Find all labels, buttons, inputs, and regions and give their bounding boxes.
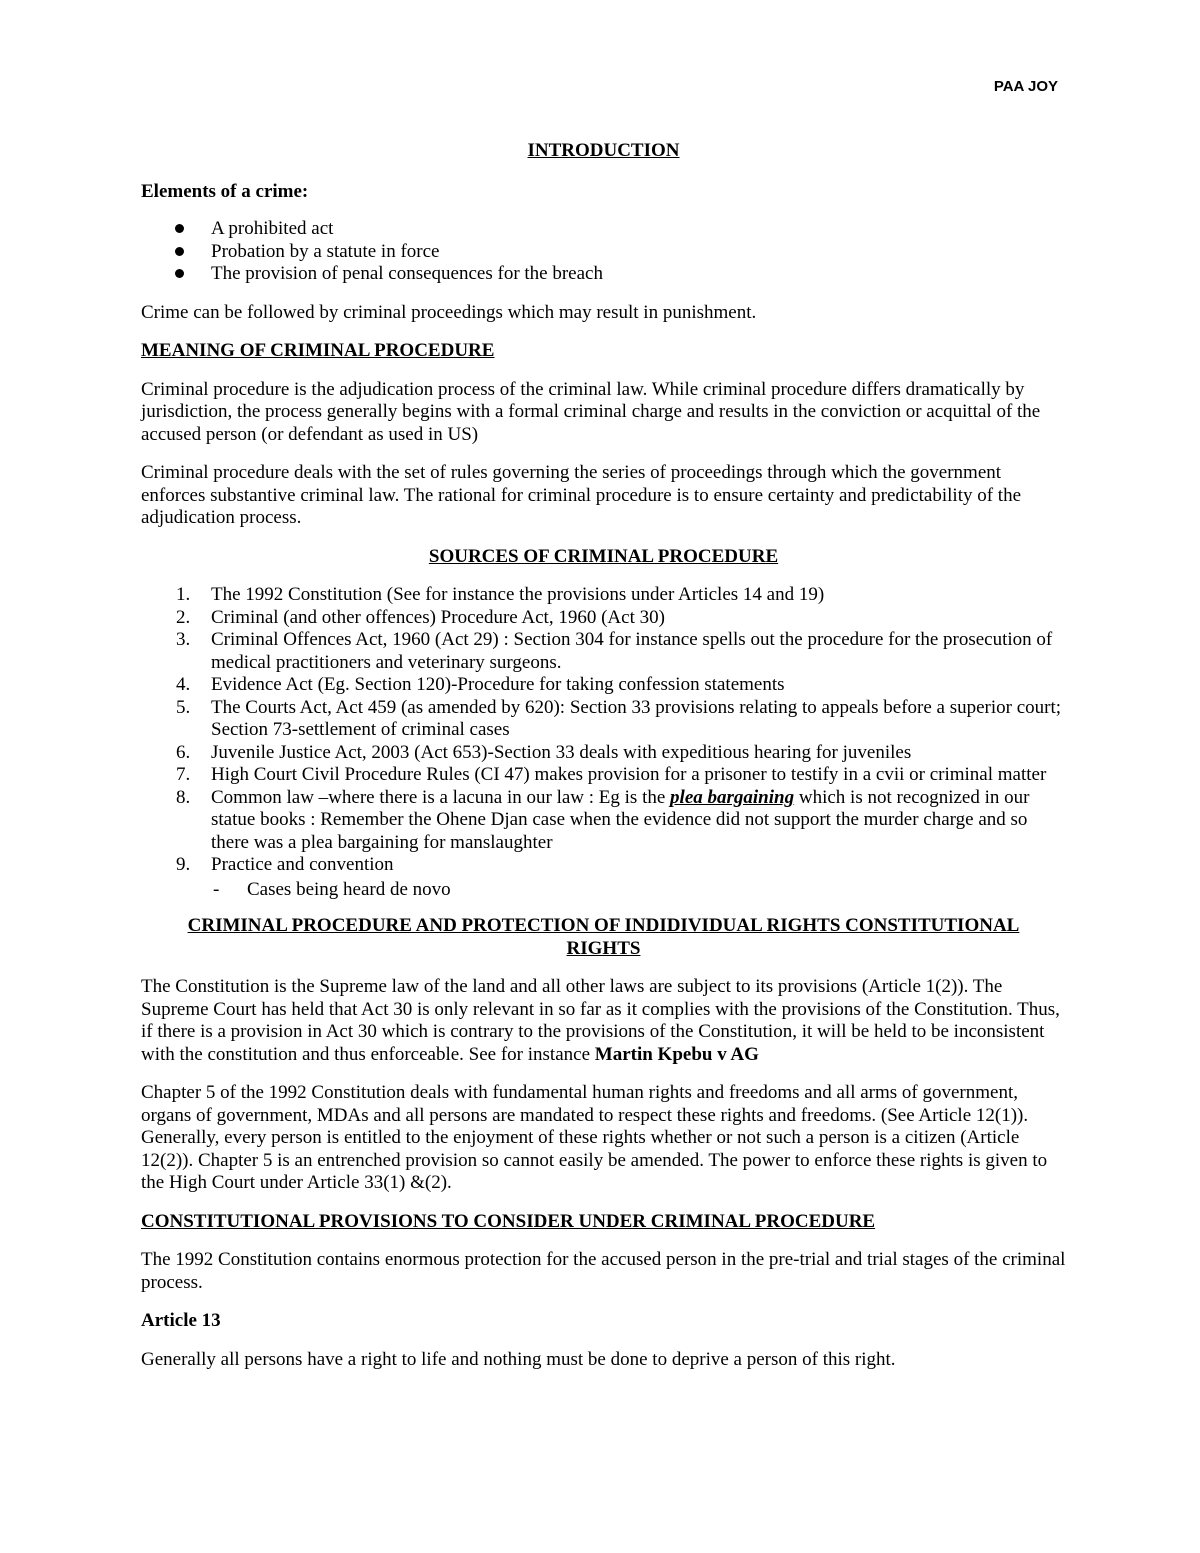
list-item-text: Evidence Act (Eg. Section 120)-Procedure for taking confession statements [211, 674, 785, 695]
rights-heading: CRIMINAL PROCEDURE AND PROTECTION OF INDIDIVIDUAL RIGHTS CONSTITUTIONAL RIGHTS [187, 915, 1020, 959]
list-item-text: The Courts Act, Act 459 (as amended by 620): Section 33 provisions relating to appeals before a superior court; Section 73-settlement of criminal cases [211, 696, 1062, 740]
list-item [141, 764, 1066, 787]
list-item-text: Practice and convention [211, 854, 394, 875]
list-number: 7. [176, 764, 191, 785]
list-item-text: High Court Civil Procedure Rules (CI 47) makes provision for a prisoner to testify in a cvii or criminal matter [211, 764, 1047, 785]
dash-marker: - [213, 878, 220, 900]
article-text: Generally all persons have a right to life and nothing must be done to deprive a person of this right. [141, 1348, 896, 1370]
list-item-text: Common law –where there is a lacuna in our law : Eg is the [211, 786, 671, 808]
list-number: 5. [176, 696, 191, 718]
meaning-paragraph-2: Criminal procedure deals with the set of rules governing the series of proceedings through which the government enforces substantive criminal law. The rational for criminal procedure is to ensure certainty and predictability of the adjudication process. [141, 462, 1022, 528]
list-number: 8. [176, 786, 191, 808]
list-item [141, 787, 1066, 855]
list-number: 2. [176, 606, 191, 628]
list-item-text: A prohibited act [211, 218, 334, 239]
bullet-icon [175, 224, 184, 233]
rights-paragraph-1-text: The Constitution is the Supreme law of the land and all other laws are subject to its provisions (Article 1(2)). The Supreme Court has held that Act 30 is only relevant in so far as it complies with the provisions of the Constitution. Thus, if there is a provision in Act 30 which is contrary to the provisions of the Constitution, it will be held to be inconsistent with the constitution and thus enforceable. See for instance [141, 976, 1060, 1065]
list-number: 1. [176, 584, 191, 605]
list-item-text: Juvenile Justice Act, 2003 (Act 653)-Section 33 deals with expeditious hearing for juveniles [211, 741, 912, 763]
list-item-text: which is not recognized in our statue books : Remember the Ohene Djan case when the evidence did not support the murder charge and so there was a plea bargaining for manslaughter [211, 786, 1030, 853]
provisions-paragraph: The 1992 Constitution contains enormous protection for the accused person in the pre-trial and trial stages of the criminal process. [141, 1249, 1066, 1293]
list-item [141, 629, 1066, 674]
rights-paragraph-1 [141, 976, 1066, 1066]
case-citation: Martin Kpebu v AG [594, 1043, 759, 1065]
meaning-paragraph-1: Criminal procedure is the adjudication process of the criminal law. While criminal procedure differs dramatically by jurisdiction, the process generally begins with a formal criminal charge and results in the conviction or acquittal of the accused person (or defendant as used in US) [141, 378, 1041, 445]
plea-bargaining-emphasis: plea bargaining [670, 786, 795, 808]
elements-list [141, 218, 1066, 286]
list-number: 3. [176, 629, 191, 650]
sub-list-item [141, 879, 1066, 902]
bullet-icon [175, 247, 184, 256]
list-number: 9. [176, 854, 191, 875]
provisions-heading: CONSTITUTIONAL PROVISIONS TO CONSIDER UNDER CRIMINAL PROCEDURE [141, 1210, 876, 1232]
list-item [141, 241, 1066, 264]
list-item-text: The provision of penal consequences for the breach [211, 263, 603, 284]
list-item [141, 697, 1066, 742]
list-item [141, 584, 1066, 607]
list-item [141, 674, 1066, 697]
list-item [141, 607, 1066, 630]
list-item [141, 263, 1066, 286]
list-number: 6. [176, 741, 191, 763]
list-item [141, 742, 1066, 765]
author-header: PAA JOY [993, 78, 1058, 95]
rights-paragraph-2: Chapter 5 of the 1992 Constitution deals with fundamental human rights and freedoms and all arms of government, organs of government, MDAs and all persons are mandated to respect these rights and freedoms. (See Article 12(1)). Generally, every person is entitled to the enjoyment of these rights whether or not such a person is a citizen (Article 12(2)). Chapter 5 is an entrenched provision so cannot easily be amended. The power to enforce these rights is given to the High Court under Article 33(1) &(2). [141, 1082, 1048, 1193]
list-item-text: Probation by a statute in force [211, 240, 440, 262]
list-item-text: Criminal (and other offences) Procedure Act, 1960 (Act 30) [211, 606, 665, 628]
sources-heading: SOURCES OF CRIMINAL PROCEDURE [428, 545, 779, 567]
list-item-text: The 1992 Constitution (See for instance the provisions under Articles 14 and 19) [211, 584, 825, 605]
article-heading: Article 13 [141, 1310, 221, 1331]
list-item [141, 854, 1066, 877]
list-item-text: Criminal Offences Act, 1960 (Act 29) : Section 304 for instance spells out the procedure for the prosecution of medical practitioners and veterinary surgeons. [211, 629, 1053, 673]
elements-followup: Crime can be followed by criminal proceedings which may result in punishment. [141, 301, 757, 323]
document-body [141, 140, 1066, 1371]
meaning-heading: MEANING OF CRIMINAL PROCEDURE [141, 340, 495, 361]
list-item [141, 218, 1066, 241]
sources-list [141, 584, 1066, 877]
list-number: 4. [176, 674, 191, 695]
page-title: INTRODUCTION [527, 140, 680, 161]
elements-heading: Elements of a crime: [141, 180, 309, 202]
bullet-icon [175, 269, 184, 278]
sub-list-item-text: Cases being heard de novo [247, 878, 451, 900]
